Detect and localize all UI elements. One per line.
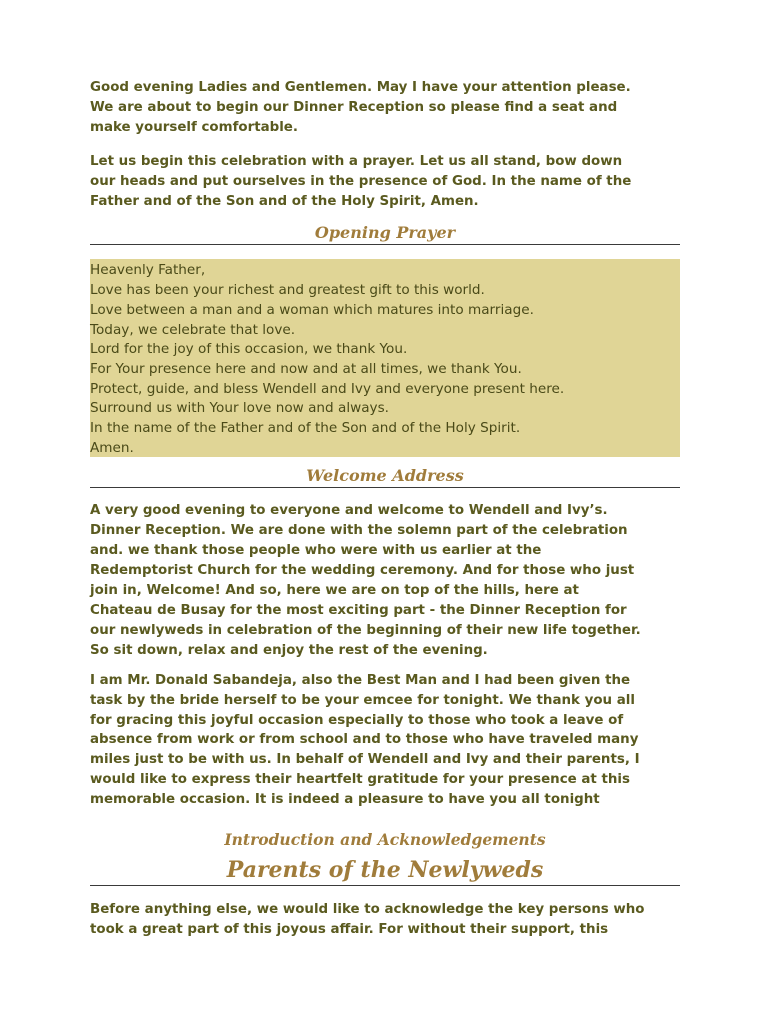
text-line: Before anything else, we would like to acknowledge the key persons who <box>90 902 645 918</box>
prayer-line: Today, we celebrate that love. <box>90 321 296 338</box>
emcee-paragraph <box>90 671 680 810</box>
text-line: Dinner Reception. We are done with the solemn part of the celebration <box>90 523 628 539</box>
prayer-line: For Your presence here and now and at all times, we thank You. <box>90 360 522 377</box>
text-line: for gracing this joyful occasion especially to those who took a leave of <box>90 712 624 728</box>
text-line: our newlyweds in celebration of the beginning of their new life together. <box>90 622 641 638</box>
acknowledgement-paragraph <box>90 900 680 940</box>
text-line: join in, Welcome! And so, here we are on top of the hills, here at <box>90 583 579 599</box>
prayer-line: In the name of the Father and of the Son and of the Holy Spirit. <box>90 420 521 437</box>
text-line: I am Mr. Donald Sabandeja, also the Best Man and I had been given the <box>90 672 631 688</box>
opening-prayer-heading: Opening Prayer <box>90 221 680 245</box>
text-line: took a great part of this joyous affair. For without their support, this <box>90 921 609 937</box>
prayer-line: Heavenly Father, <box>90 262 206 279</box>
text-line: would like to express their heartfelt gratitude for your presence at this <box>90 772 630 788</box>
text-line: Chateau de Busay for the most exciting part - the Dinner Reception for <box>90 602 627 618</box>
prayer-line: Surround us with Your love now and always. <box>90 400 389 417</box>
text-line: our heads and put ourselves in the presence of God. In the name of the <box>90 173 632 189</box>
prayer-intro-paragraph <box>90 152 680 212</box>
prayer-line: Protect, guide, and bless Wendell and Ivy and everyone present here. <box>90 380 565 397</box>
parents-heading: Parents of the Newlyweds <box>90 856 680 886</box>
text-line: absence from work or from school and to those who have traveled many <box>90 732 639 748</box>
text-line: Redemptorist Church for the wedding ceremony. And for those who just <box>90 563 635 579</box>
text-line: A very good evening to everyone and welcome to Wendell and Ivy’s. <box>90 503 608 519</box>
welcome-address-heading: Welcome Address <box>90 464 680 488</box>
text-line: So sit down, relax and enjoy the rest of the evening. <box>90 642 488 658</box>
text-line: Father and of the Son and of the Holy Spirit, Amen. <box>90 193 479 209</box>
text-line: task by the bride herself to be your emcee for tonight. We thank you all <box>90 692 635 708</box>
welcome-paragraph <box>90 501 680 660</box>
prayer-line: Lord for the joy of this occasion, we thank You. <box>90 341 408 358</box>
text-line: We are about to begin our Dinner Reception so please find a seat and <box>90 99 618 115</box>
opening-prayer-block <box>90 259 680 457</box>
text-line: Let us begin this celebration with a prayer. Let us all stand, bow down <box>90 153 623 169</box>
text-line: make yourself comfortable. <box>90 119 298 135</box>
document-page <box>90 78 680 940</box>
text-line: miles just to be with us. In behalf of Wendell and Ivy and their parents, I <box>90 752 640 768</box>
prayer-line: Amen. <box>90 439 134 456</box>
prayer-line: Love has been your richest and greatest gift to this world. <box>90 282 485 299</box>
intro-paragraph <box>90 78 680 138</box>
text-line: and. we thank those people who were with us earlier at the <box>90 543 542 559</box>
introduction-heading: Introduction and Acknowledgements <box>224 830 546 850</box>
prayer-line: Love between a man and a woman which matures into marriage. <box>90 301 534 318</box>
text-line: Good evening Ladies and Gentlemen. May I have your attention please. <box>90 80 631 95</box>
text-line: memorable occasion. It is indeed a pleasure to have you all tonight <box>90 792 600 808</box>
